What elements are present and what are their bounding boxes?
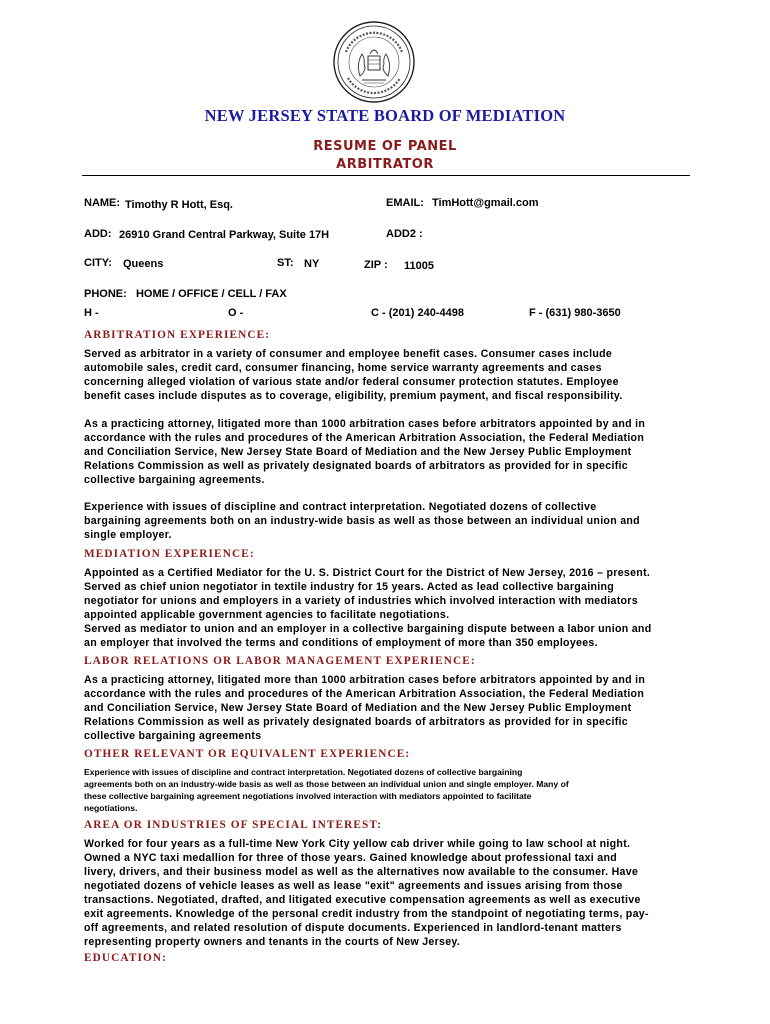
name-label: NAME: — [84, 197, 121, 209]
zip-label: ZIP : — [364, 259, 388, 271]
address-label: ADD: — [84, 228, 112, 240]
arbitration-paragraph-1: Served as arbitrator in a variety of consumer and employee benefit cases. Consumer cases include automobile sales, credit card, consumer financing, home service warranty agreements and cases concerning alleged violation of various state and/or federal consumer protection statutes. Employee benefit cases include disputes as to coverage, eligibility, premium payment, and fiscal responsibility. — [84, 348, 623, 402]
cell-phone-value: C - (201) 240-4498 — [371, 307, 464, 319]
email-value: TimHott@gmail.com — [432, 197, 539, 209]
special-interest-paragraph: Worked for four years as a full-time New York City yellow cab driver while going to law school at night. Owned a NYC taxi medallion for three of those years. Gained knowledge about professional taxi and livery, drivers, and their business model as well as the alternatives now available to the consumer. Have negotiated dozens of vehicle leases as well as lease "exit" agreements and issues arising from those transactions. Negotiated, drafted, and litigated executive compensation agreements as well as executive exit agreements. Knowledge of the personal credit industry from the standpoint of negotiating terms, pay- off agreements, and related resolution of dispute documents. Experienced in landlord-tenant matters representing property owners and tenants in the courts of New Jersey. — [84, 838, 649, 948]
subtitle-line-2: ARBITRATOR — [336, 157, 434, 172]
zip-value: 11005 — [404, 260, 434, 272]
home-phone-label: H - — [84, 307, 99, 319]
header-divider — [82, 175, 690, 176]
mediation-heading: MEDIATION EXPERIENCE: — [84, 548, 255, 560]
page-title: NEW JERSEY STATE BOARD OF MEDIATION — [204, 106, 566, 125]
email-label: EMAIL: — [386, 197, 424, 209]
labor-relations-heading: LABOR RELATIONS OR LABOR MANAGEMENT EXPERIENCE: — [84, 655, 476, 667]
subtitle-line-1: RESUME OF PANEL — [313, 139, 457, 154]
city-label: CITY: — [84, 257, 112, 269]
mediation-paragraph: Appointed as a Certified Mediator for the U. S. District Court for the District of New Jersey, 2016 – present. Served as chief union negotiator in textile industry for 15 years. Acted as lead collective bargaining negotiator for unions and employers in a variety of industries which involved interaction with mediators appointed applicable government agencies to facilitate negotiations. Served as mediator to union and an employer in a collective bargaining dispute between a labor union and an employer that involved the terms and conditions of employment of more than 350 employees. — [84, 567, 652, 649]
fax-value: F - (631) 980-3650 — [529, 307, 621, 319]
arbitration-paragraph-3: Experience with issues of discipline and contract interpretation. Negotiated dozens of collective bargaining agreements both on an industry-wide basis as well as those between an individual union and single employer. — [84, 501, 640, 541]
other-experience-heading: OTHER RELEVANT OR EQUIVALENT EXPERIENCE: — [84, 748, 411, 760]
name-value: Timothy R Hott, Esq. — [125, 199, 233, 211]
city-value: Queens — [123, 258, 164, 270]
other-experience-paragraph: Experience with issues of discipline and contract interpretation. Negotiated dozens of collective bargaining agreements both on an industry-wide basis as well as those between an individual union and single employer. Many of these collective bargaining agreement negotiations involved interaction with mediators appointed to facilitate negotiations. — [84, 767, 569, 813]
state-value: NY — [304, 258, 320, 270]
education-heading: EDUCATION: — [84, 952, 167, 964]
nj-state-seal-icon — [332, 20, 416, 104]
special-interest-heading: AREA OR INDUSTRIES OF SPECIAL INTEREST: — [84, 819, 383, 831]
state-label: ST: — [277, 257, 294, 269]
labor-relations-paragraph: As a practicing attorney, litigated more than 1000 arbitration cases before arbitrators appointed by and in accordance with the rules and procedures of the American Arbitration Association, the Federal Mediation and Conciliation Service, New Jersey State Board of Mediation and the New Jersey Public Employment Relations Commission as well as privately designated boards of arbitrators as provided for in specific collective bargaining agreements — [84, 674, 646, 742]
phone-label: PHONE: HOME / OFFICE / CELL / FAX — [84, 288, 287, 300]
address-value: 26910 Grand Central Parkway, Suite 17H — [119, 229, 330, 241]
office-phone-label: O - — [228, 307, 244, 319]
address2-label: ADD2 : — [386, 228, 423, 240]
arbitration-heading: ARBITRATION EXPERIENCE: — [84, 329, 271, 341]
arbitration-paragraph-2: As a practicing attorney, litigated more than 1000 arbitration cases before arbitrators appointed by and in accordance with the rules and procedures of the American Arbitration Association, the Federal Mediation and Conciliation Service, New Jersey State Board of Mediation and the New Jersey Public Employment Relations Commission as well as privately designated boards of arbitrators as provided for in specific collective bargaining agreements. — [84, 418, 646, 486]
